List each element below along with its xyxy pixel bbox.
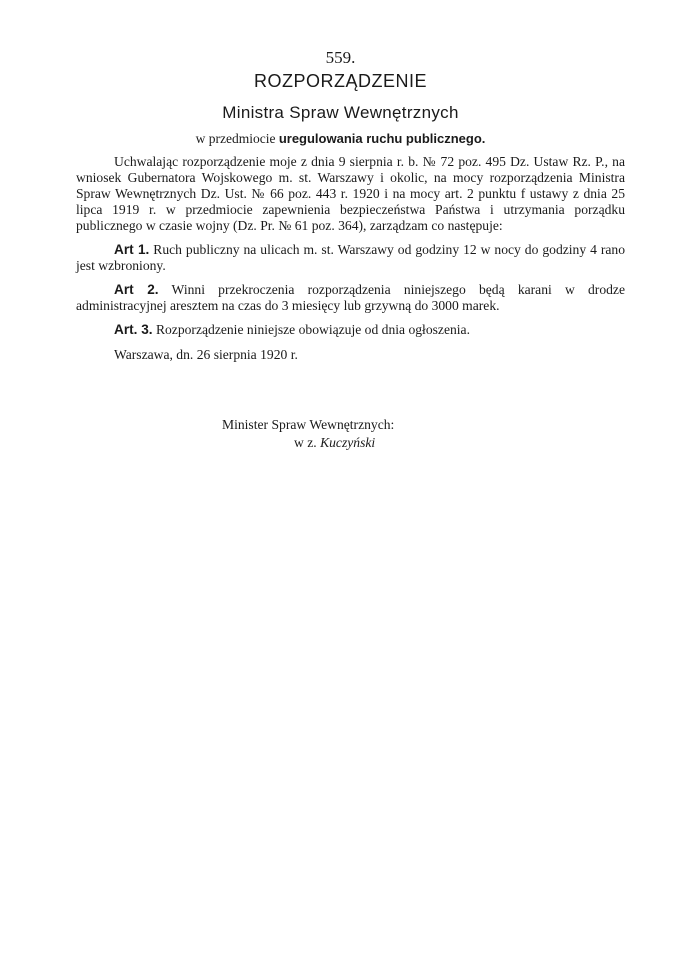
signature-line: [222, 434, 462, 452]
place-date: Warszawa, dn. 26 sierpnia 1920 r.: [114, 347, 298, 362]
page-number: 559.: [325, 48, 356, 67]
article-3-text: Rozporządzenie niniejsze obowiązuje od dnia ogłoszenia.: [155, 322, 470, 337]
article-2-label: Art 2.: [114, 282, 159, 297]
article-3-label: Art. 3.: [114, 322, 153, 337]
article-1-label: Art 1.: [114, 242, 150, 257]
document-subject: [0, 131, 681, 147]
article-1-text: Ruch publiczny na ulicach m. st. Warszawy od godziny 12 w nocy do godziny 4 rano jest wzbroniony.: [76, 242, 626, 273]
document-subtitle: Ministra Spraw Wewnętrznych: [222, 103, 459, 122]
article-2-text: Winni przekroczenia rozporządzenia niniejszego będą karani w drodze administracyjnej aresztem na czas do 3 miesięcy lub grzywną do 3000 marek.: [76, 282, 625, 313]
signature-title: Minister Spraw Wewnętrznych:: [222, 417, 395, 432]
signature-block: [222, 416, 462, 452]
article-1: [76, 242, 625, 274]
document-title: ROZPORZĄDZENIE: [253, 71, 427, 91]
subject-prefix: w przedmiocie: [195, 131, 276, 146]
article-2: [76, 282, 625, 314]
signature-prefix: w z.: [294, 435, 317, 450]
article-3: [76, 322, 625, 338]
intro-paragraph: Uchwalając rozporządzenie moje z dnia 9 sierpnia r. b. № 72 poz. 495 Dz. Ustaw Rz. P., na wniosek Gubernatora Wojskowego m. st. Warszawy i okolic, na mocy rozporządzenia Ministra Spraw Wewnętrznych Dz. Ust. № 66 poz. 443 r. 1920 i na mocy art. 2 punktu f ustawy z dnia 25 lipca 1919 r. w przedmiocie zapewnienia bezpieczeństwa Państwa i utrzymania porządku publicznego w czasie wojny (Dz. Pr. № 61 poz. 364), zarządzam co następuje:: [76, 154, 625, 233]
signature-name: Kuczyński: [320, 435, 376, 450]
document-body: [76, 154, 625, 363]
subject-main: uregulowania ruchu publicznego.: [278, 131, 486, 146]
